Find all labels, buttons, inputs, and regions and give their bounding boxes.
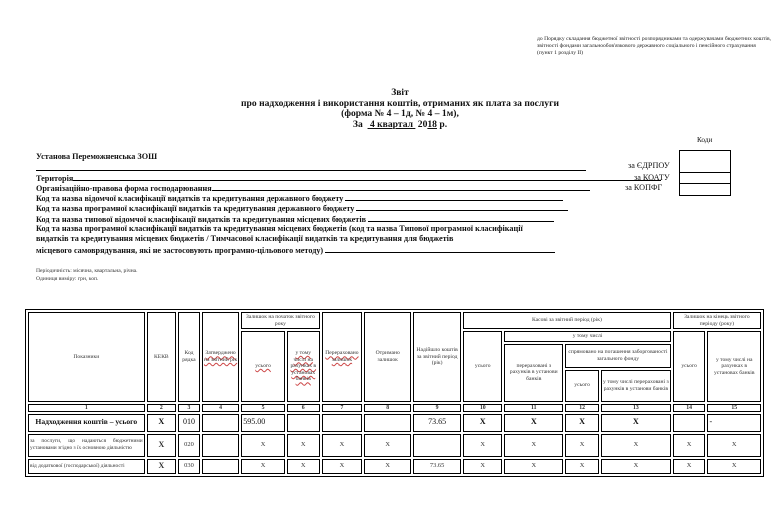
row-label: за послуги, що надаються бюджетними установами згідно з їх основною діяльністю xyxy=(28,434,145,457)
regulation-note xyxy=(537,36,771,58)
cell-transferred: X xyxy=(504,459,563,474)
regulation-note-text: до Порядку складання бюджетної звітності розпорядниками та одержувачами бюджетних коштів, звітності фондами загальнообов'язкового державного соціального і пенсійного страхування xyxy=(537,36,771,50)
periodicity-note: Періодичність: місячна, квартальна, річна. xyxy=(36,268,138,274)
program-local-field-2: видатків та кредитування місцевих бюджетів / Тимчасової класифікації видатків та кредитування для бюджетів xyxy=(36,234,454,243)
cell-transferred-balance[interactable] xyxy=(322,414,363,432)
cell-row-code: 030 xyxy=(178,459,200,474)
cell-directed-incl: X xyxy=(601,434,671,457)
cell-balance-start-total[interactable]: 595.00 xyxy=(241,414,285,432)
legal-form-input[interactable] xyxy=(212,183,590,191)
table-row xyxy=(28,459,761,474)
cell-cash-total: X xyxy=(463,434,502,457)
header-incl: у тому числі xyxy=(504,331,670,342)
period-quarter[interactable]: 4 квартал xyxy=(369,118,413,130)
header-balance-start: Залишок на початок звітного року xyxy=(241,312,319,329)
cell-kekv: X xyxy=(147,459,176,474)
dept-class-state-input[interactable] xyxy=(345,193,563,201)
cell-received-period[interactable]: 73.65 xyxy=(413,459,461,474)
cell-directed-incl: X xyxy=(601,459,671,474)
cell-balance-end-total: X xyxy=(673,459,706,474)
program-local-input[interactable] xyxy=(325,245,555,253)
program-local-field-1: Код та назва програмної класифікації видатків та кредитування місцевих бюджетів (код та назва Типової програмної класифікації xyxy=(36,224,523,233)
program-class-state-field: Код та назва програмної класифікації видатків та кредитування державного бюджету xyxy=(36,203,568,214)
cell-balance-end-incl[interactable]: - xyxy=(707,414,761,432)
header-directed-debt: спрямовано на погашення заборгованості загального фонду xyxy=(565,344,671,368)
cell-directed-incl: X xyxy=(601,414,671,432)
regulation-note-clause: (пункт 1 розділу II) xyxy=(537,50,584,57)
territory-input[interactable] xyxy=(73,173,661,181)
cell-directed-total: X xyxy=(565,414,599,432)
cell-balance-end-incl: X xyxy=(707,459,761,474)
cell-balance-start-total: X xyxy=(241,434,285,457)
header-directed-incl: у тому числі перераховані з рахунків в установи банків xyxy=(601,370,671,402)
cell-directed-total: X xyxy=(565,434,599,457)
dept-class-state-field: Код та назва відомчої класифікації видатків та кредитування державного бюджету xyxy=(36,193,563,204)
cell-received-balance[interactable] xyxy=(364,414,411,432)
header-balance-start-total: усього xyxy=(241,331,285,402)
header-cash-total: усього xyxy=(463,331,502,402)
title-line-1: Звіт xyxy=(391,87,409,98)
territory-field: Територія xyxy=(36,173,661,184)
header-transferred: перераховані з рахунків в установи банків xyxy=(504,344,563,402)
cell-balance-end-total[interactable] xyxy=(673,414,706,432)
header-cash-expenses: Касові за звітний період (рік) xyxy=(463,312,671,329)
header-approved: Затверджено на звітний рік xyxy=(202,312,239,402)
unit-note: Одиниця виміру: грн, коп. xyxy=(36,276,99,282)
cell-transferred-balance: X xyxy=(322,459,363,474)
cell-directed-total: X xyxy=(565,459,599,474)
kopfg-code-field[interactable] xyxy=(680,184,730,195)
table-row xyxy=(28,434,761,457)
report-title xyxy=(200,88,600,130)
edrpou-label: за ЄДРПОУ xyxy=(628,161,670,170)
report-table xyxy=(25,309,764,477)
cell-transferred: X xyxy=(504,414,563,432)
cell-balance-start-incl[interactable] xyxy=(287,414,320,432)
cell-kekv: X xyxy=(147,414,176,432)
table-row xyxy=(28,414,761,432)
typical-dept-local-input[interactable] xyxy=(368,214,554,222)
cell-balance-start-total: X xyxy=(241,459,285,474)
header-balance-end-total: усього xyxy=(673,331,706,402)
header-transferred-balance: Перераховано залишок xyxy=(322,312,363,402)
title-line-3: (форма № 4 – 1д, № 4 – 1м), xyxy=(341,108,459,120)
cell-received-balance: X xyxy=(364,434,411,457)
codes-box xyxy=(679,150,731,196)
period-year[interactable]: 18 xyxy=(427,118,437,130)
header-received-period: Надійшло коштів за звітний період (рік) xyxy=(413,312,461,402)
row-label: від додаткової (господарської) діяльності xyxy=(28,459,145,474)
cell-row-code: 020 xyxy=(178,434,200,457)
cell-received-balance: X xyxy=(364,459,411,474)
header-indicators: Показники xyxy=(28,312,145,402)
cell-received-period[interactable]: 73.65 xyxy=(413,414,461,432)
cell-transferred: X xyxy=(504,434,563,457)
cell-row-code: 010 xyxy=(178,414,200,432)
cell-received-period[interactable] xyxy=(413,434,461,457)
cell-balance-start-incl: X xyxy=(287,434,320,457)
report-period: За 4 квартал 2018 р. xyxy=(352,118,448,130)
codes-header: Коди xyxy=(697,136,713,144)
program-class-state-input[interactable] xyxy=(356,203,568,211)
header-balance-end-incl: у тому числі на рахунках в установах банків xyxy=(707,331,761,402)
header-kekv: КЕКВ xyxy=(147,312,176,402)
row-label: Надходження коштів – усього xyxy=(28,414,145,432)
cell-balance-end-incl: X xyxy=(707,434,761,457)
column-numbers-row: 1 2 3 4 5 6 7 8 9 10 11 12 13 14 15 xyxy=(28,404,761,412)
kopfg-label: за КОПФГ xyxy=(625,183,663,192)
header-balance-start-incl: у тому числі на рахунках в установах банків xyxy=(287,331,320,402)
legal-form-field: Організаційно-правова форма господарювання xyxy=(36,183,590,194)
cell-balance-start-incl: X xyxy=(287,459,320,474)
title-line-2: про надходження і використання коштів, отриманих як плата за послуги xyxy=(241,97,559,109)
header-balance-end: Залишок на кінець звітного періоду (року) xyxy=(673,312,761,329)
header-directed-total: усього xyxy=(565,370,599,402)
koatu-code-field[interactable] xyxy=(680,173,730,184)
cell-approved[interactable] xyxy=(202,414,239,432)
cell-cash-total: X xyxy=(463,414,502,432)
institution-field: Установа Переможненська ЗОШ xyxy=(36,152,158,161)
typical-dept-local-field: Код та назва типової відомчої класифікації видатків та кредитування місцевих бюджетів xyxy=(36,214,554,225)
program-local-field-3: місцевого самоврядування, які не застосовують програмно-цільового методу) xyxy=(36,245,555,256)
cell-kekv: X xyxy=(147,434,176,457)
edrpou-code-field[interactable] xyxy=(680,151,730,173)
cell-approved[interactable] xyxy=(202,459,239,474)
header-received-balance: Отримано залишок xyxy=(364,312,411,402)
cell-transferred-balance: X xyxy=(322,434,363,457)
header-row-code: Код рядка xyxy=(178,312,200,402)
cell-cash-total: X xyxy=(463,459,502,474)
cell-balance-end-total: X xyxy=(673,434,706,457)
cell-approved[interactable] xyxy=(202,434,239,457)
koatu-label: за КОАТУ xyxy=(634,173,670,182)
